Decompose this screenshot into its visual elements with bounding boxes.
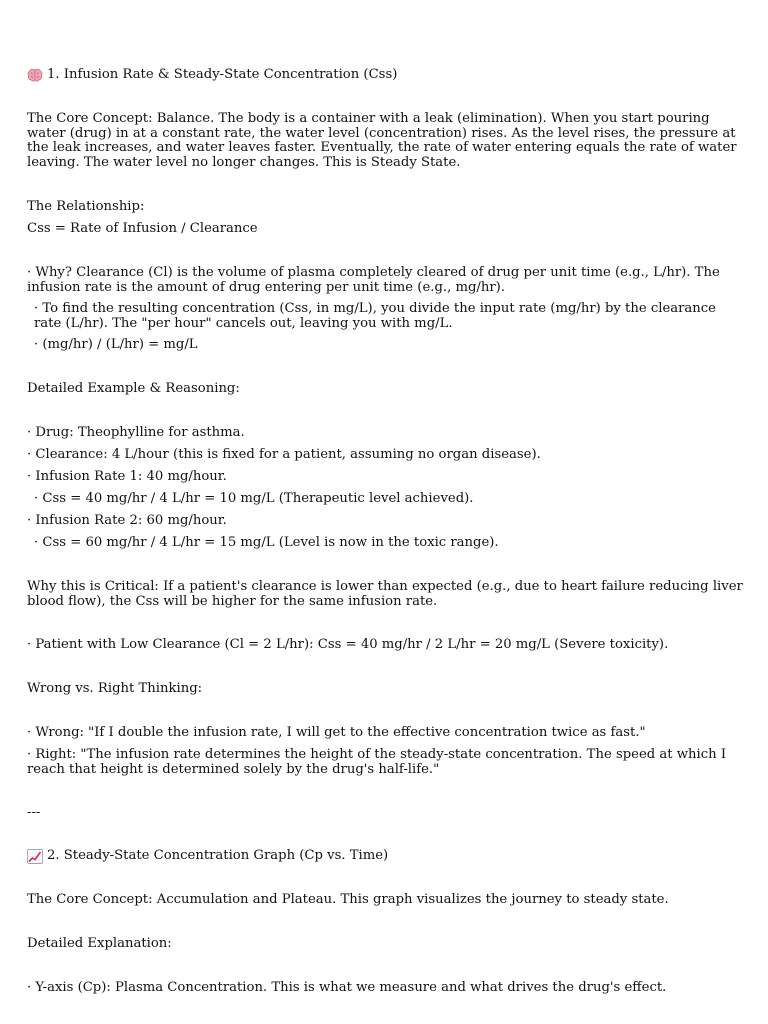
critical-paragraph: Why this is Critical: If a patient's clearance is lower than expected (e.g., due to heart failure reducing liver blood flow), the Css will be higher for the same infusion rate. <box>27 579 743 609</box>
relationship-label: The Relationship: <box>27 199 145 214</box>
section-1-heading <box>27 68 745 83</box>
infusion-rate-2-bullet: · Infusion Rate 2: 60 mg/hour. <box>27 513 227 528</box>
right-bullet: · Right: "The infusion rate determines the height of the steady-state concentration. The speed at which I reach that height is determined solely by the drug's half-life." <box>27 747 727 777</box>
section-2-heading <box>27 849 745 864</box>
brain-icon <box>27 68 43 83</box>
css-formula: Css = Rate of Infusion / Clearance <box>27 221 258 236</box>
section-2-title: 2. Steady-State Concentration Graph (Cp vs. Time) <box>47 848 389 864</box>
core-concept-paragraph: The Core Concept: Balance. The body is a container with a leak (elimination). When you start pouring water (drug) in at a constant rate, the water level (concentration) rises. As the level rises, the pressure at the leak increases, and water leaves faster. Eventually, the rate of water entering equals the rate of water leaving. The water level no longer changes. This is Steady State. <box>27 111 737 170</box>
thinking-label: Wrong vs. Right Thinking: <box>27 681 203 696</box>
section-1-title: 1. Infusion Rate & Steady-State Concentration (Css) <box>47 67 398 83</box>
why-bullet: · Why? Clearance (Cl) is the volume of plasma completely cleared of drug per unit time (e.g., L/hr). The infusion rate is the amount of drug entering per unit time (e.g., mg/hr). <box>27 265 720 295</box>
wrong-bullet: · Wrong: "If I double the infusion rate, I will get to the effective concentration twice as fast." <box>27 725 646 740</box>
clearance-bullet: · Clearance: 4 L/hour (this is fixed for a patient, assuming no organ disease). <box>27 447 541 462</box>
section-divider: --- <box>27 805 41 820</box>
to-find-bullet: · To find the resulting concentration (Css, in mg/L), you divide the input rate (mg/hr) by the clearance rate (L/hr). The "per hour" cancels out, leaving you with mg/L. <box>34 301 716 331</box>
rate-1-css-bullet: · Css = 40 mg/hr / 4 L/hr = 10 mg/L (Therapeutic level achieved). <box>34 491 474 506</box>
example-label: Detailed Example & Reasoning: <box>27 381 240 396</box>
y-axis-bullet: · Y-axis (Cp): Plasma Concentration. This is what we measure and what drives the drug's effect. <box>27 980 667 995</box>
units-bullet: · (mg/hr) / (L/hr) = mg/L <box>34 337 198 352</box>
drug-bullet: · Drug: Theophylline for asthma. <box>27 425 245 440</box>
explanation-label: Detailed Explanation: <box>27 936 172 951</box>
infusion-rate-1-bullet: · Infusion Rate 1: 40 mg/hour. <box>27 469 227 484</box>
rate-2-css-bullet: · Css = 60 mg/hr / 4 L/hr = 15 mg/L (Level is now in the toxic range). <box>34 535 499 550</box>
section-2-core-concept: The Core Concept: Accumulation and Plateau. This graph visualizes the journey to steady state. <box>27 892 669 907</box>
low-clearance-bullet: · Patient with Low Clearance (Cl = 2 L/hr): Css = 40 mg/hr / 2 L/hr = 20 mg/L (Severe toxicity). <box>27 637 669 652</box>
chart-increasing-icon <box>27 849 43 864</box>
